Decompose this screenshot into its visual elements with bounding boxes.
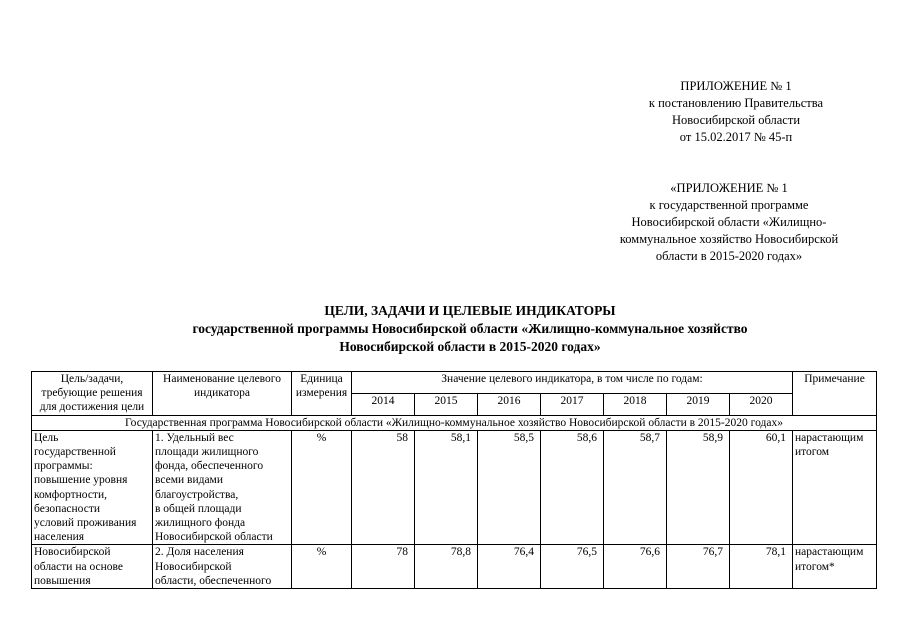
header-unit-line: измерения <box>295 387 348 400</box>
goal-cell <box>32 430 153 545</box>
table-row <box>32 430 877 545</box>
indicator-line: жилищного фонда <box>155 517 246 530</box>
header-year: 2014 <box>352 393 415 415</box>
header-unit-line: Единица <box>300 373 343 385</box>
value-cell: 58,5 <box>478 430 541 545</box>
header-year: 2018 <box>604 393 667 415</box>
value-cell: 78,8 <box>415 545 478 589</box>
note-cell <box>793 430 877 545</box>
table-row <box>32 545 877 589</box>
note-line: нарастающим <box>795 546 864 559</box>
indicator-line: фонда, обеспеченного <box>155 460 264 473</box>
indicator-cell <box>153 545 292 589</box>
header-year: 2016 <box>478 393 541 415</box>
value-cell: 76,4 <box>478 545 541 589</box>
indicator-line: Новосибирской <box>155 560 232 573</box>
header-goal-line: Цель/задачи, <box>60 373 124 385</box>
goal-line: области на основе <box>34 560 123 573</box>
annex-2-line: коммунальное хозяйство Новосибирской <box>619 232 839 246</box>
goal-line: программы: <box>34 460 93 473</box>
program-row <box>32 415 877 430</box>
goal-line: комфортности, <box>34 488 107 501</box>
indicator-line: 2. Доля населения <box>155 546 244 559</box>
header-goal-line: для достижения цели <box>39 401 145 414</box>
header-goal-line: требующие решения <box>41 387 143 400</box>
value-cell: 60,1 <box>730 430 793 545</box>
document-title <box>60 302 880 356</box>
value-cell: 76,6 <box>604 545 667 589</box>
indicator-line: в общей площади <box>155 502 242 515</box>
program-title-cell: Государственная программа Новосибирской области «Жилищно-коммунальное хозяйство Новосибирской области в 2015-2020 годах» <box>32 415 877 430</box>
value-cell: 58 <box>352 430 415 545</box>
indicators-table <box>31 371 877 589</box>
goal-cell <box>32 545 153 589</box>
indicator-line: благоустройства, <box>155 488 239 501</box>
header-year: 2020 <box>730 393 793 415</box>
annex-2-block <box>594 180 864 265</box>
title-line-1: ЦЕЛИ, ЗАДАЧИ И ЦЕЛЕВЫЕ ИНДИКАТОРЫ <box>324 303 616 318</box>
goal-line: условий проживания <box>34 517 137 530</box>
indicator-cell <box>153 430 292 545</box>
indicator-line: площади жилищного <box>155 446 259 459</box>
header-row-1 <box>32 372 877 394</box>
header-goal <box>32 372 153 416</box>
title-line-3: Новосибирской области в 2015-2020 годах» <box>339 339 601 354</box>
unit-cell: % <box>292 430 352 545</box>
value-cell: 76,7 <box>667 545 730 589</box>
note-line: итогом <box>795 446 830 459</box>
note-line: итогом* <box>795 560 835 573</box>
annex-1-block <box>616 78 856 146</box>
value-cell: 58,7 <box>604 430 667 545</box>
header-note: Примечание <box>793 372 877 416</box>
note-cell <box>793 545 877 589</box>
note-line: нарастающим <box>795 431 864 444</box>
value-cell: 78,1 <box>730 545 793 589</box>
goal-line: повышение уровня <box>34 474 128 487</box>
value-cell: 58,6 <box>541 430 604 545</box>
indicator-line: всеми видами <box>155 474 223 487</box>
value-cell: 58,9 <box>667 430 730 545</box>
header-indicator-line: Наименование целевого <box>163 373 281 385</box>
title-line-2: государственной программы Новосибирской области «Жилищно-коммунальное хозяйство <box>192 321 748 336</box>
annex-1-line: ПРИЛОЖЕНИЕ № 1 <box>680 79 792 93</box>
annex-2-line: к государственной программе <box>649 198 809 212</box>
goal-line: государственной <box>34 446 116 459</box>
header-year: 2019 <box>667 393 730 415</box>
annex-2-line: «ПРИЛОЖЕНИЕ № 1 <box>670 181 788 195</box>
annex-1-line: к постановлению Правительства <box>648 96 824 110</box>
goal-line: Цель <box>34 431 59 444</box>
value-cell: 76,5 <box>541 545 604 589</box>
header-indicator-line: индикатора <box>193 387 250 400</box>
unit-cell: % <box>292 545 352 589</box>
indicator-line: 1. Удельный вес <box>155 431 234 444</box>
header-year: 2015 <box>415 393 478 415</box>
header-values: Значение целевого индикатора, в том числе по годам: <box>352 372 793 394</box>
value-cell: 58,1 <box>415 430 478 545</box>
indicator-line: Новосибирской области <box>155 531 273 544</box>
goal-line: Новосибирской <box>34 546 111 559</box>
goal-line: населения <box>34 531 85 544</box>
annex-2-line: Новосибирской области «Жилищно- <box>631 215 827 229</box>
indicator-line: области, обеспеченного <box>155 574 272 587</box>
value-cell: 78 <box>352 545 415 589</box>
header-year: 2017 <box>541 393 604 415</box>
annex-1-line: Новосибирской области <box>671 113 801 127</box>
annex-2-line: области в 2015-2020 годах» <box>655 249 803 263</box>
goal-line: безопасности <box>34 502 101 515</box>
goal-line: повышения <box>34 574 91 587</box>
header-unit <box>292 372 352 416</box>
header-indicator <box>153 372 292 416</box>
annex-1-line: от 15.02.2017 № 45-п <box>679 130 793 144</box>
